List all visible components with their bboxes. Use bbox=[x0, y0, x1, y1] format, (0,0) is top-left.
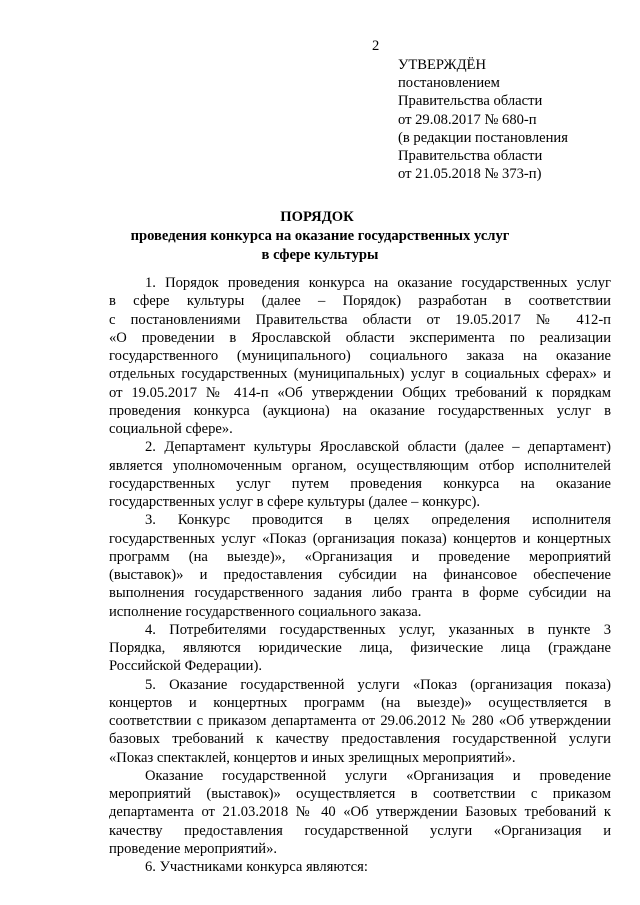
text-line: 2. Департамент культуры Ярославской области (далее – департамент) bbox=[145, 439, 611, 456]
paragraph-2 bbox=[109, 438, 611, 511]
text-line: 6. Участниками конкурса являются: bbox=[145, 859, 368, 875]
paragraph-4 bbox=[109, 621, 611, 676]
text-line: концертов и концертных программ (на выезде)» осуществляется в bbox=[109, 694, 611, 711]
text-line: Порядка, являются юридические лица, физические лица (граждане bbox=[109, 640, 611, 656]
text-line: базовых требований к качеству предоставления государственной услуги bbox=[109, 731, 611, 748]
text-line: департамента от 21.03.2018 № 40 «Об утверждении Базовых требований к bbox=[109, 804, 611, 821]
text-line: в сфере культуры (далее – Порядок) разработан в соответствии bbox=[109, 293, 611, 310]
text-line: проведения конкурса (аукциона) на оказание государственных услуг в bbox=[109, 402, 611, 419]
title-main: ПОРЯДОК bbox=[280, 209, 354, 225]
text-line: Оказание государственной услуги «Организация и проведение bbox=[145, 767, 611, 784]
text-line: социальной сфере». bbox=[109, 421, 233, 437]
paragraph-5 bbox=[109, 676, 611, 767]
text-line: соответствии с приказом департамента от 29.06.2012 № 280 «Об утверждении bbox=[109, 713, 611, 729]
text-line: 1. Порядок проведения конкурса на оказание государственных услуг bbox=[145, 275, 611, 291]
text-line: отдельных государственных (муниципальных) услуг в социальных сферах» и bbox=[109, 366, 611, 383]
text-line: исполнение государственного социального заказа. bbox=[109, 603, 422, 620]
text-line: государственных услуг путем проведения конкурса на оказание bbox=[109, 475, 611, 492]
approval-line: УТВЕРЖДЁН bbox=[398, 57, 486, 73]
approval-line: постановлением bbox=[398, 75, 500, 92]
text-line: с постановлениями Правительства области от 19.05.2017 № 412-п bbox=[109, 311, 611, 328]
text-line: (выставок)» и предоставления субсидии на финансовое обеспечение bbox=[109, 567, 611, 583]
text-line: Российской Федерации). bbox=[109, 658, 262, 675]
text-line: проведение мероприятий». bbox=[109, 840, 278, 857]
approval-line: Правительства области bbox=[398, 148, 543, 165]
document-title bbox=[0, 208, 640, 265]
text-line: 4. Потребителями государственных услуг, указанных в пункте 3 bbox=[145, 621, 611, 638]
text-line: государственных услуг «Показ (организация показа) концертов и концертных bbox=[109, 530, 611, 547]
text-line: «Показ спектаклей, концертов и иных зрелищных мероприятий». bbox=[109, 749, 516, 766]
paragraph-6 bbox=[109, 767, 611, 858]
paragraph-3 bbox=[109, 511, 611, 621]
text-line: 3. Конкурс проводится в целях определения исполнителя bbox=[145, 512, 611, 529]
approval-line: Правительства области bbox=[398, 93, 543, 110]
approval-block bbox=[398, 56, 568, 183]
text-line: «О проведении в Ярославской области эксперимента по реализации bbox=[109, 329, 611, 346]
text-line: от 19.05.2017 № 414-п «Об утверждении Общих требований к порядкам bbox=[109, 384, 611, 401]
text-line: 5. Оказание государственной услуги «Показ (организация показа) bbox=[145, 676, 611, 693]
paragraph-7 bbox=[109, 858, 611, 876]
approval-line: от 29.08.2017 № 680-п bbox=[398, 111, 537, 128]
text-line: программ (на выезде)», «Организация и проведение мероприятий bbox=[109, 548, 611, 565]
title-subtitle-line-1: проведения конкурса на оказание государственных услуг bbox=[130, 228, 510, 244]
title-subtitle-line-2: в сфере культуры bbox=[261, 247, 379, 263]
text-line: является уполномоченным органом, осуществляющим отбор исполнителей bbox=[109, 457, 611, 474]
text-line: государственного (муниципального) социального заказа на оказание bbox=[109, 348, 611, 364]
approval-line: (в редакции постановления bbox=[398, 129, 568, 146]
paragraph-1 bbox=[109, 274, 611, 438]
text-line: качеству предоставления государственной услуги «Организация и bbox=[109, 822, 611, 839]
page-number: 2 bbox=[372, 38, 380, 54]
document-body bbox=[109, 274, 611, 876]
text-line: государственных услуг в сфере культуры (далее – конкурс). bbox=[109, 494, 480, 510]
approval-line: от 21.05.2018 № 373-п) bbox=[398, 166, 542, 183]
text-line: выполнения государственного задания либо гранта в форме субсидии на bbox=[109, 585, 611, 602]
text-line: мероприятий (выставок)» осуществляется в соответствии с приказом bbox=[109, 786, 611, 802]
